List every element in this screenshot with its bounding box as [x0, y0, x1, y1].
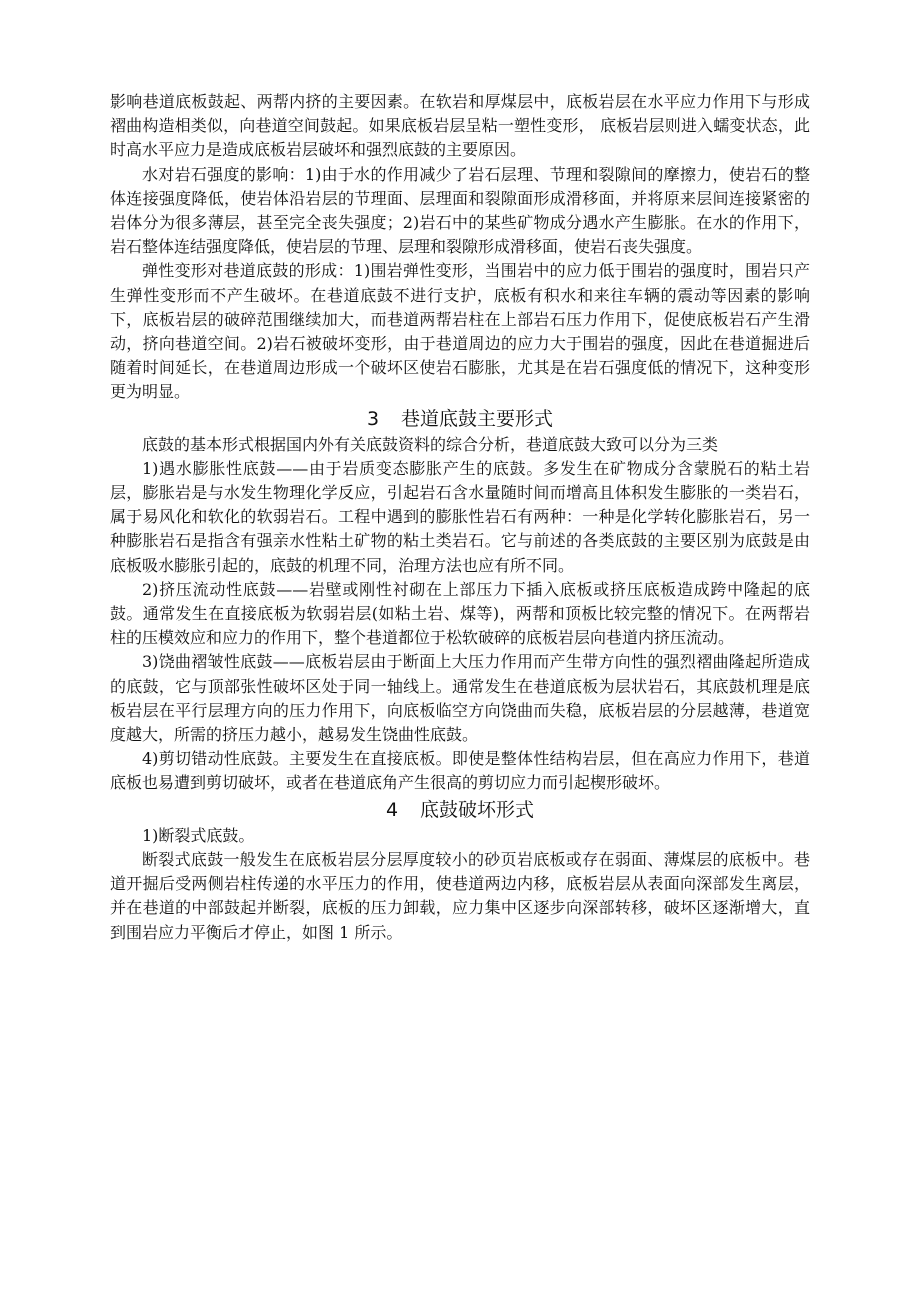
paragraph-swelling-heave: 1)遇水膨胀性底鼓——由于岩质变态膨胀产生的底鼓。多发生在矿物成分含蒙脱石的粘土岩层，膨胀岩是与水发生物理化学反应，引起岩石含水量随时间而增高且体积发生膨胀的一类岩石，属于易风化和软化的软弱岩石。工程中遇到的膨胀性岩石有两种：一种是化学转化膨胀岩石，另一种膨胀岩石是指含有强亲水性粘土矿物的粘土类岩石。它与前述的各类底鼓的主要区别为底鼓是由底板吸水膨胀引起的，底鼓的机理不同，治理方法也应有所不同。 [110, 458, 810, 575]
paragraph-elastic-deformation: 弹性变形对巷道底鼓的形成：1)围岩弹性变形，当围岩中的应力低于围岩的强度时，围岩只产生弹性变形而不产生破坏。在巷道底鼓不进行支护，底板有积水和来往车辆的震动等因素的影响下，底板岩层的破碎范围继续加大，而巷道两帮岩柱在上部岩石压力作用下，促使底板岩石产生滑动，挤向巷道空间。2)岩石被破坏变形，由于巷道周边的应力大于围岩的强度，因此在巷道掘进后随着时间延长，在巷道周边形成一个破坏区使岩石膨胀，尤其是在岩石强度低的情况下，这种变形更为明显。 [110, 261, 810, 402]
paragraph-fracture-heave-title: 1)断裂式底鼓。 [142, 825, 255, 845]
paragraph-extrusion-heave: 2)挤压流动性底鼓——岩壁或刚性衬砌在上部压力下插入底板或挤压底板造成跨中隆起的底鼓。通常发生在直接底板为软弱岩层(如粘土岩、煤等)，两帮和顶板比较完整的情况下。在两帮岩柱的压模效应和应力的作用下，整个巷道都位于松软破碎的底板岩层向巷道内挤压流动。 [110, 579, 810, 648]
section-number: 3 [366, 407, 380, 430]
paragraph-flexural-heave: 3)饶曲褶皱性底鼓——底板岩层由于断面上大压力作用而产生带方向性的强烈褶曲隆起所造成的底鼓，它与顶部张性破坏区处于同一轴线上。通常发生在巷道底板为层状岩石，其底鼓机理是底板岩层在平行层理方向的压力作用下，向底板临空方向饶曲而失稳，底板岩层的分层越薄，巷道宽度越大，所需的挤压力越小，越易发生饶曲性底鼓。 [110, 652, 810, 745]
paragraph-heave-types-intro: 底鼓的基本形式根据国内外有关底鼓资料的综合分析，巷道底鼓大致可以分为三类 [142, 434, 719, 454]
paragraph-water-effect: 水对岩石强度的影响：1)由于水的作用减少了岩石层理、节理和裂隙间的摩擦力，使岩石的整体连接强度降低，使岩体沿岩层的节理面、层理面和裂隙面形成滑移面，并将原来层间连接紧密的岩体分为很多薄层，甚至完全丧失强度；2)岩石中的某些矿物成分遇水产生膨胀。在水的作用下，岩石整体连结强度降低，使岩层的节理、层理和裂隙形成滑移面，使岩石丧失强度。 [110, 164, 810, 257]
paragraph-fracture-heave: 断裂式底鼓一般发生在底板岩层分层厚度较小的砂页岩底板或存在弱面、薄煤层的底板中。巷道开掘后受两侧岩柱传递的水平压力的作用，使巷道两边内移，底板岩层从表面向深部发生离层，并在巷道的中部鼓起并断裂，底板的压力卸载，应力集中区逐步向深部转移，破坏区逐渐增大，直到围岩应力平衡后才停止，如图 1 所示。 [110, 849, 810, 942]
section-title: 巷道底鼓主要形式 [401, 407, 554, 430]
paragraph-shear-heave: 4)剪切错动性底鼓。主要发生在直接底板。即使是整体性结构岩层，但在高应力作用下，巷道底板也易遭到剪切破坏，或者在巷道底角产生很高的剪切应力而引起楔形破坏。 [110, 749, 810, 793]
section-heading-3 [110, 405, 810, 433]
paragraph-floor-heave-factors: 影响巷道底板鼓起、两帮内挤的主要因素。在软岩和厚煤层中，底板岩层在水平应力作用下与形成褶曲构造相类似，向巷道空间鼓起。如果底板岩层呈粘一塑性变形， 底板岩层则进入蠕变状态，此时高水平应力是造成底板岩层破坏和强烈底鼓的主要原因。 [110, 92, 810, 160]
section-title: 底鼓破坏形式 [420, 798, 535, 821]
section-heading-4 [110, 796, 810, 824]
section-number: 4 [385, 798, 399, 821]
document-page [110, 90, 810, 945]
